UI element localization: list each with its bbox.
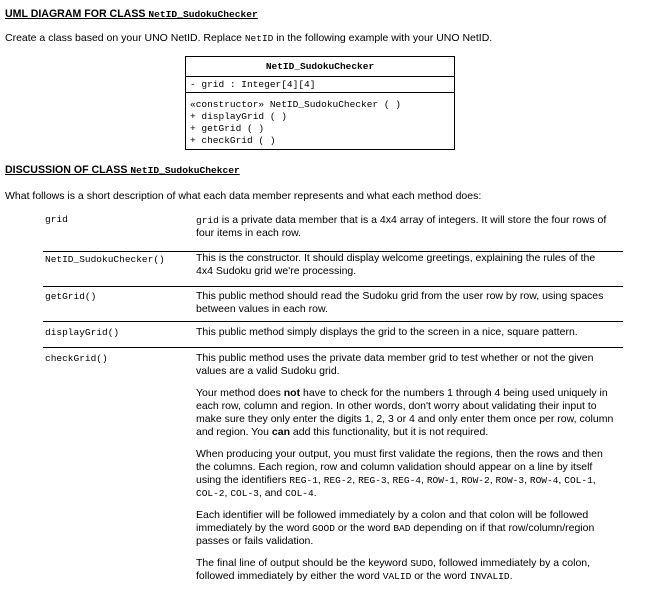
member-desc-grid-text: is a private data member that is a 4x4 array of integers. It will store the four rows of four items in each row. [196, 214, 607, 239]
member-term-checkgrid: checkGrid() [45, 353, 108, 364]
member-desc-displaygrid: This public method simply displays the grid to the screen in a nice, square pattern. [196, 326, 578, 338]
p3-end: . [313, 487, 317, 499]
discussion-heading-code: NetID_SudokuChekcer [130, 165, 240, 176]
uml-operation-checkgrid: + checkGrid ( ) [190, 135, 276, 146]
discussion-heading-text: DISCUSSION OF CLASS [5, 164, 131, 176]
uml-operation-displaygrid: + displayGrid ( ) [190, 111, 287, 122]
identifier-code: COL-3 [230, 488, 259, 499]
identifier-code: REG-1 [289, 475, 318, 486]
identifier-code: ROW-1 [426, 475, 456, 486]
identifier-code: ROW-4 [529, 475, 559, 486]
member-term-constructor: NetID_SudokuChecker() [45, 254, 165, 265]
identifier-code: ROW-3 [495, 475, 525, 486]
valid-code: VALID [382, 571, 412, 582]
uml-attribute: - grid : Integer[4][4] [186, 77, 454, 93]
uml-class-box [185, 56, 455, 150]
p5-part-a: The final line of output should be the keyword [196, 557, 411, 569]
p2-bold-not: not [283, 387, 301, 399]
p5-part-b: , followed immediately by a colon, followed immediately by either the word [196, 557, 591, 582]
member-desc-checkgrid [196, 352, 614, 592]
member-desc-constructor: This is the constructor. It should display welcome greetings, explaining the rules of the 4x4 Sudoku grid we're processing. [196, 252, 596, 277]
uml-operation-constructor: «constructor» NetID_SudokuChecker ( ) [190, 99, 401, 110]
p4-part-c: depending on if that row/column/region passes or fails validation. [196, 522, 595, 547]
uml-heading-text: UML DIAGRAM FOR CLASS [5, 8, 149, 20]
p2-part-e: add this functionality, but it is not required. [290, 426, 489, 438]
identifier-code: COL-4 [285, 488, 314, 499]
identifier-code: ROW-2 [461, 475, 490, 486]
p4-part-b: or the word [334, 522, 394, 534]
member-term-displaygrid: displayGrid() [45, 327, 120, 338]
p5-part-d: . [509, 570, 513, 582]
member-desc-getgrid: This public method should read the Sudoku grid from the user row by row, using spaces between values in each row. [196, 290, 604, 315]
discussion-intro: What follows is a short description of what each data member represents and what each method does: [5, 190, 482, 202]
uml-operation-getgrid: + getGrid ( ) [190, 123, 265, 134]
bad-code: BAD [393, 523, 411, 534]
checkgrid-paragraph-1: This public method uses the private data member grid to test whether or not the given values are a valid Sudoku grid. [196, 352, 594, 377]
identifier-code: REG-4 [392, 475, 421, 486]
uml-operations [190, 99, 401, 147]
divider-rule [43, 286, 623, 287]
divider-rule [43, 347, 623, 348]
divider-rule [43, 321, 623, 322]
member-desc-grid-code: grid [196, 215, 219, 226]
uml-heading [5, 8, 258, 21]
sudo-code: SUDO [410, 558, 434, 569]
identifier-code: REG-2 [323, 475, 353, 486]
intro-before: Create a class based on your UNO NetID. Replace [5, 32, 245, 44]
intro-after: in the following example with your UNO NetID. [273, 32, 493, 44]
identifier-code: REG-3 [358, 475, 387, 486]
p5-part-c: or the word [411, 570, 470, 582]
checkgrid-paragraph-4 [196, 509, 614, 548]
checkgrid-paragraph-5 [196, 557, 614, 583]
good-code: GOOD [312, 523, 335, 534]
p3-and: and [264, 487, 283, 499]
p2-part-c: have to check for the numbers 1 through 4 being used uniquely in each row, column and region. In other words, don't worry about validating their input to make sure they only enter the digits 1, 2, 3 or 4 and only enter them once per row, column and region. You [196, 387, 614, 438]
p3-part-a: When producing your output, you must first validate the regions, then the rows and then the columns. Each region, row and column validation should appear on a line by itself using the identifiers [196, 448, 603, 486]
p2-bold-can: can [271, 426, 290, 438]
member-term-getgrid: getGrid() [45, 291, 97, 302]
p2-part-a: Your method does [196, 387, 284, 399]
intro-code: NetID [244, 33, 274, 44]
identifier-code: COL-2 [196, 488, 225, 499]
discussion-heading [5, 164, 240, 177]
intro-text [5, 32, 492, 45]
member-term-grid: grid [45, 214, 68, 225]
identifier-code: COL-1 [564, 475, 593, 486]
invalid-code: INVALID [469, 571, 510, 582]
member-desc-grid [196, 214, 614, 240]
p4-part-a: Each identifier will be followed immediately by a colon and that colon will be followed immediately by the word [196, 509, 589, 534]
checkgrid-paragraph-3: When producing your output, you must first validate the regions, then the rows and then the columns. Each region, row and column validation should appear on a line by itself using the identifiers REG-1, REG-2, REG-3, REG-4, ROW-1, ROW-2, ROW-3, ROW-4, COL-1, COL-2, COL-3, and COL-4. [196, 448, 603, 499]
uml-heading-code: NetID_SudokuChecker [148, 9, 258, 20]
uml-class-name: NetID_SudokuChecker [186, 57, 454, 77]
checkgrid-paragraph-2 [196, 387, 614, 439]
